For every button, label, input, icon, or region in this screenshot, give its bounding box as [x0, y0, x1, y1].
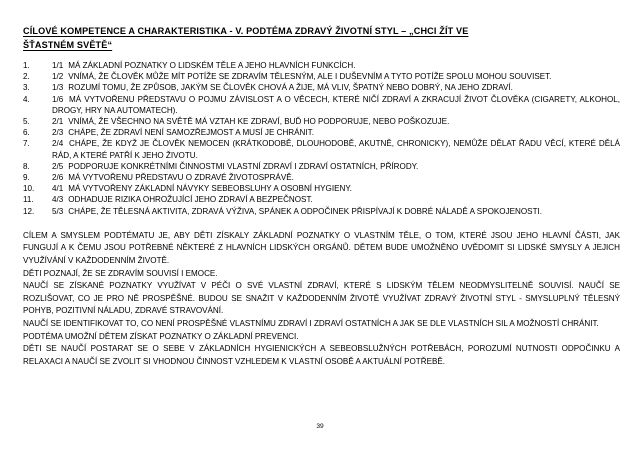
- list-item-text: MÁ VYTVOŘENU PŘEDSTAVU O POJMU ZÁVISLOST A O VĚCECH, KTERÉ NIČÍ ZDRAVÍ A ZKRACUJÍ ŽIVOT ČLOVĚKA (CIGARETY, ALKOHOL, DROGY, HRY NA AUTOMATECH).: [52, 94, 621, 115]
- list-item-number: 6.: [23, 128, 30, 138]
- list-item-code: 2/4: [52, 139, 64, 149]
- description-paragraph: PODTÉMA UMOŽNÍ DĚTEM ZÍSKAT POZNATKY O ZÁKLADNÍ PREVENCI.: [23, 331, 299, 341]
- list-item-code: 2/5: [52, 161, 64, 171]
- list-item-text: CHÁPE, ŽE KDYŽ JE ČLOVĚK NEMOCEN (KRÁTKODOBĚ, DLOUHODOBĚ, AKUTNĚ, CHRONICKY), NEMŮŽE DĚLAT ŘADU VĚCÍ, KTERÉ DĚLÁ RÁD, A KTERÉ PATŘÍ K JEHO ŽIVOTU.: [52, 139, 620, 160]
- list-item-number: 5.: [23, 117, 30, 127]
- list-item-code: 2/1: [52, 117, 64, 127]
- list-item-number: 10.: [23, 184, 35, 194]
- page-title-line-2: ŠŤASTNÉM SVĚTĚ“: [23, 39, 113, 50]
- list-item-code: 1/2: [52, 72, 64, 82]
- list-item-code: 1/3: [52, 83, 64, 93]
- list-item: [23, 161, 620, 172]
- list-item-code: 4/3: [52, 195, 64, 205]
- list-item: [23, 183, 620, 194]
- list-item-text: VNÍMÁ, ŽE VŠECHNO NA SVĚTĚ MÁ VZTAH KE ZDRAVÍ, BUĎ HO PODPORUJE, NEBO POŠKOZUJE.: [68, 117, 450, 127]
- list-item-text: MÁ ZÁKLADNÍ POZNATKY O LIDSKÉM TĚLE A JEHO HLAVNÍCH FUNKCÍCH.: [68, 61, 356, 70]
- list-item: [23, 172, 620, 183]
- list-item: [23, 206, 620, 217]
- list-item-code: 2/6: [52, 173, 64, 183]
- list-item-number: 4.: [23, 94, 30, 104]
- list-item-text: MÁ VYTVOŘENY ZÁKLADNÍ NÁVYKY SEBEOBSLUHY A OSOBNÍ HYGIENY.: [68, 184, 352, 194]
- list-item-text: MÁ VYTVOŘENU PŘEDSTAVU O ZDRAVÉ ŽIVOTOSPRÁVĚ.: [68, 173, 294, 183]
- list-item-text: ODHADUJE RIZIKA OHROŽUJÍCÍ JEHO ZDRAVÍ A BEZPEČNOST.: [68, 195, 313, 205]
- list-item: [23, 194, 620, 205]
- page-title-line-1: CÍLOVÉ KOMPETENCE A CHARAKTERISTIKA - V. PODTÉMA ZDRAVÝ ŽIVOTNÍ STYL – „CHCI ŽÍT VE: [23, 26, 469, 36]
- list-item-code: 2/3: [52, 128, 64, 138]
- list-item-number: 7.: [23, 139, 30, 149]
- list-item-number: 8.: [23, 161, 30, 171]
- competences-list: [23, 60, 620, 217]
- list-item-code: 4/1: [52, 184, 64, 194]
- list-item-number: 3.: [23, 83, 30, 93]
- list-item: [23, 138, 620, 160]
- description-paragraph: DĚTI SE NAUČÍ POSTARAT SE O SEBE V ZÁKLADNÍCH HYGIENICKÝCH A SEBEOBSLUŽNÝCH POTŘEBÁCH, POROZUMÍ NUTNOSTI ODPOČINKU A RELAXACI A NAUČÍ SE ZVOLIT SI VHODNOU ČINNOST VZHLEDEM K VLASTNÍ OSOBĚ A AKTUÁLNÍ POTŘEBĚ.: [23, 344, 620, 366]
- list-item: [23, 60, 620, 71]
- list-item: [23, 116, 620, 127]
- list-item-text: CHÁPE, ŽE ZDRAVÍ NENÍ SAMOZŘEJMOST A MUSÍ JE CHRÁNIT.: [68, 128, 314, 138]
- list-item: [23, 94, 620, 116]
- description-paragraph: DĚTI POZNAJÍ, ŽE SE ZDRAVÍM SOUVISÍ I EMOCE.: [23, 268, 218, 278]
- list-item-number: 12.: [23, 206, 35, 216]
- description-paragraph: NAUČÍ SE ZÍSKANÉ POZNATKY VYUŽÍVAT V PÉČI O SVÉ VLASTNÍ ZDRAVÍ, KTERÉ S LIDSKÝM TĚLEM NEODMYSLITELNĚ SOUVISÍ. NAUČÍ SE ROZLIŠOVAT, CO JE PRO NĚ PROSPĚŠNÉ. BUDOU SE SNAŽIT V KAŽDODENNÍM ŽIVOTĚ VYUŽÍVAT ZDRAVÝ ŽIVOTNÍ STYL - SMYSLUPLNÝ TĚLESNÝ POHYB, POZITIVNÍ NÁLADU, ZDRAVÉ STRAVOVÁNÍ.: [23, 281, 620, 316]
- list-item-text: PODPORUJE KONKRÉTNÍMI ČINNOSTMI VLASTNÍ ZDRAVÍ I ZDRAVÍ OSTATNÍCH, PŘÍRODY.: [68, 161, 419, 171]
- list-item-code: 5/3: [52, 206, 64, 216]
- list-item: [23, 82, 620, 93]
- page-title: [23, 25, 621, 52]
- list-item-text: CHÁPE, ŽE TĚLESNÁ AKTIVITA, ZDRAVÁ VÝŽIVA, SPÁNEK A ODPOČINEK PŘISPÍVAJÍ K DOBRÉ NÁLADĚ A SPOKOJENOSTI.: [68, 206, 543, 216]
- list-item-text: VNÍMÁ, ŽE ČLOVĚK MŮŽE MÍT POTÍŽE SE ZDRAVÍM TĚLESNÝM, ALE I DUŠEVNÍM A TYTO POTÍŽE SPOLU MOHOU SOUVISET.: [68, 72, 552, 82]
- description-paragraph: CÍLEM A SMYSLEM PODTÉMATU JE, ABY DĚTI ZÍSKALY ZÁKLADNÍ POZNATKY O VLASTNÍM TĚLE, O TOM, KTERÉ JSOU JEHO HLAVNÍ ČÁSTI, JAK FUNGUJÍ A K ČEMU JSOU POTŘEBNÉ NĚKTERÉ Z HLAVNÍCH LIDSKÝCH ORGÁNŮ. DĚTEM BUDE UMOŽNĚNO UVĚDOMIT SI LIDSKÉ SMYSLY A JEJICH VYUŽÍVÁNÍ V KAŽDODENNÍM ŽIVOTĚ.: [23, 230, 620, 266]
- list-item-number: 11.: [23, 195, 34, 205]
- list-item-code: 1/1: [52, 61, 64, 70]
- description-paragraph: NAUČÍ SE IDENTIFIKOVAT TO, CO NENÍ PROSPĚŠNÉ VLASTNÍMU ZDRAVÍ I ZDRAVÍ OSTATNÍCH A JAK SE DLE VLASTNÍCH SIL A MOŽNOSTÍ CHRÁNIT.: [23, 319, 599, 328]
- list-item: [23, 71, 620, 82]
- description-section: [23, 230, 620, 369]
- list-item-text: ROZUMÍ TOMU, ŽE ZPŮSOB, JAKÝM SE ČLOVĚK CHOVÁ A ŽIJE, MÁ VLIV, ŠPATNÝ NEBO DOBRÝ, NA JEHO ZDRAVÍ.: [68, 83, 513, 93]
- page-number: 39: [316, 423, 324, 430]
- list-item-number: 9.: [23, 173, 30, 183]
- list-item: [23, 127, 620, 138]
- list-item-code: 1/6: [52, 94, 64, 104]
- list-item-number: 2.: [23, 72, 30, 82]
- list-item-number: 1.: [23, 61, 30, 70]
